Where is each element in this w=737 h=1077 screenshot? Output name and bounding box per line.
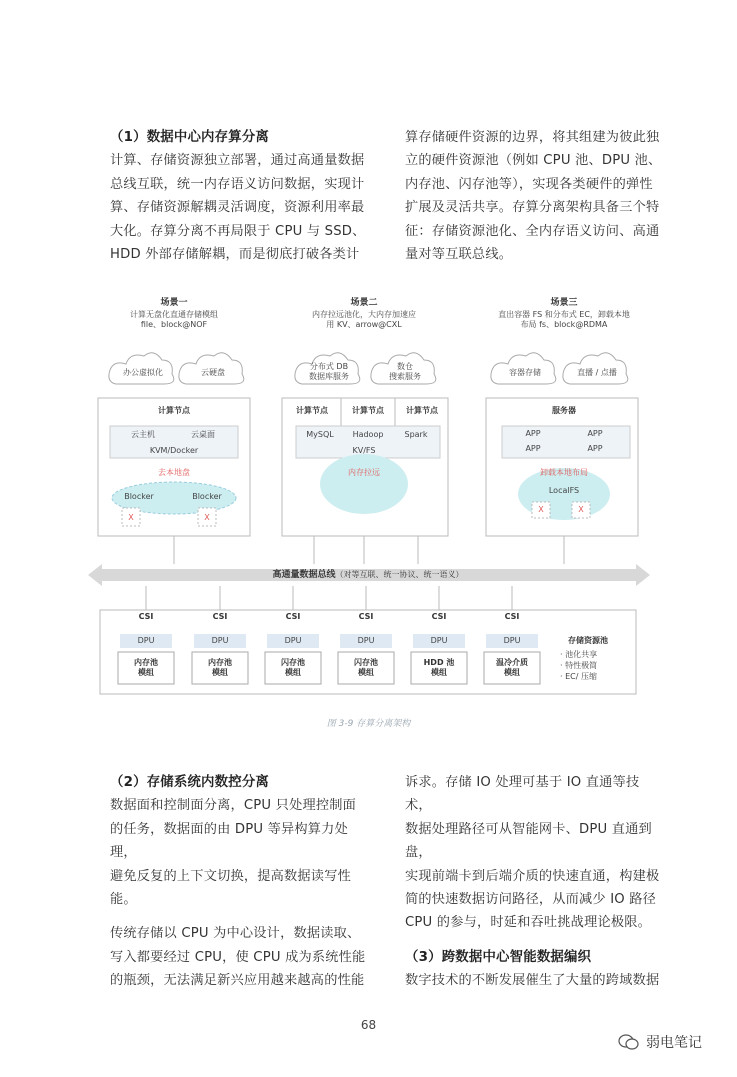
- pool-label: 卸载本地布局: [540, 468, 588, 477]
- text-line: 数字技术的不断发展催生了大量的跨域数据: [405, 973, 660, 989]
- dpu-label: DPU: [211, 636, 229, 645]
- blocker-label: Blocker: [124, 492, 154, 501]
- cloud-label: 直播 / 点播: [577, 368, 617, 377]
- watermark-text: 弱电笔记: [646, 1035, 702, 1051]
- section-heading-1: （1）数据中心内存算分离: [110, 130, 270, 145]
- text-line: 简的快速数据访问路径，从而减少 IO 路径: [405, 892, 657, 908]
- scene3-desc: 布局 fs、block@RDMA: [520, 320, 608, 329]
- wechat-icon: [618, 1033, 640, 1051]
- cross-mark: X: [204, 513, 210, 522]
- text-line: 数据处理路径可从智能网卡、DPU 直通到盘，: [405, 821, 652, 861]
- scene1-node-box: [98, 398, 250, 536]
- dpu-label: DPU: [430, 636, 448, 645]
- scene2-node-title: 计算节点: [352, 406, 384, 415]
- text-line: 算存储硬件资源的边界，将其组建为彼此独: [405, 130, 660, 145]
- bus-title: 高通量数据总线: [272, 570, 336, 580]
- pool-feature: · EC/ 压缩: [560, 672, 597, 681]
- cross-mark: X: [128, 513, 134, 522]
- text-line: 写入都要经过 CPU，使 CPU 成为系统性能: [110, 949, 366, 965]
- cloud-label: 办公虚拟化: [123, 368, 163, 377]
- dpu-label: DPU: [357, 636, 375, 645]
- csi-label: CSI: [358, 612, 374, 621]
- text-line: 内存池、闪存池等），实现各类硬件的弹性: [405, 176, 653, 192]
- text-line: 扩展及灵活共享。存算分离架构具备三个特: [405, 200, 660, 216]
- scene1-title: 场景一: [160, 298, 188, 308]
- text-line: 计算、存储资源独立部署，通过高通量数据: [110, 153, 365, 169]
- scene2-node-title: 计算节点: [406, 406, 438, 415]
- module-label: 内存池 模组: [208, 658, 232, 677]
- pool-feature: · 池化共享: [560, 650, 598, 659]
- scene3-title: 场景三: [550, 298, 578, 308]
- app-label: 云桌面: [191, 430, 215, 439]
- pool-feature: · 特性极简: [560, 661, 598, 670]
- text-line: 避免反复的上下文切换，提高数据读写性能。: [110, 868, 351, 908]
- text-line: 总线互联，统一内存语义访问数据，实现计: [110, 176, 365, 192]
- module-label: 内存池 模组: [134, 658, 158, 677]
- csi-label: CSI: [285, 612, 301, 621]
- bus-label: [228, 570, 508, 580]
- layer-label: KVM/Docker: [149, 446, 199, 455]
- scene1-desc: 计算无盘化直通存储模组: [130, 310, 218, 319]
- right-top-column: [405, 126, 665, 266]
- blocker-label: Blocker: [192, 492, 222, 501]
- scene3-node-title: 服务器: [552, 406, 576, 415]
- text-line: 量对等互联总线。: [405, 247, 513, 263]
- app-label: APP: [587, 429, 603, 438]
- text-line: 征：存储资源池化、全内存语义访问、高通: [405, 223, 660, 239]
- cross-mark: X: [538, 505, 544, 514]
- csi-label: CSI: [504, 612, 520, 621]
- text-line: 数据面和控制面分离，CPU 只处理控制面: [110, 798, 357, 814]
- pool-label: 内存拉远: [348, 468, 380, 477]
- text-line: 的瓶颈，无法满足新兴应用越来越高的性能: [110, 973, 365, 989]
- scene3-desc: 直出容器 FS 和分布式 EC，卸载本地: [498, 310, 630, 319]
- cross-mark: X: [578, 505, 584, 514]
- pool-title: 存储资源池: [568, 636, 608, 645]
- layer-label: KV/FS: [352, 446, 376, 455]
- app-label: Hadoop: [352, 430, 384, 439]
- dpu-label: DPU: [137, 636, 155, 645]
- watermark: [618, 1032, 702, 1052]
- scene1-desc: file、block@NOF: [140, 320, 208, 329]
- app-label: APP: [587, 444, 603, 453]
- module-label: HDD 池 模组: [423, 658, 455, 677]
- app-label: APP: [525, 444, 541, 453]
- storage-compute-separation-diagram: [88, 288, 650, 708]
- right-bottom-column: [405, 771, 665, 993]
- scene2-desc: 用 KV、arrow@CXL: [326, 320, 402, 329]
- text-line: CPU 的参与，时延和吞吐挑战理论极限。: [405, 915, 652, 931]
- module-label: 温冷介质 模组: [496, 658, 528, 677]
- cloud-label: 数仓 搜索服务: [389, 362, 421, 381]
- scene2-node-title: 计算节点: [296, 406, 328, 415]
- scene2-memory-pool: [320, 454, 408, 514]
- app-label: APP: [525, 429, 541, 438]
- left-bottom-column: [110, 771, 370, 993]
- left-top-column: [110, 126, 370, 266]
- app-label: MySQL: [306, 430, 334, 439]
- dpu-label: DPU: [503, 636, 521, 645]
- cloud-label: 云硬盘: [201, 368, 225, 377]
- app-label: Spark: [404, 430, 428, 439]
- page-number: 68: [360, 1018, 377, 1032]
- csi-label: CSI: [138, 612, 154, 621]
- text-line: 实现前端卡到后端介质的快速直通，构建极: [405, 868, 660, 884]
- csi-label: CSI: [212, 612, 228, 621]
- scene1-node-title: 计算节点: [158, 406, 190, 415]
- figure-caption: 图 3-9 存算分离架构: [326, 719, 411, 729]
- module-label: 闪存池 模组: [281, 658, 305, 677]
- app-label: 云主机: [131, 430, 155, 439]
- section-heading-3: （3）跨数据中心智能数据编织: [405, 949, 592, 965]
- dpu-label: DPU: [284, 636, 302, 645]
- text-line: HDD 外部存储解耦，而是彻底打破各类计: [110, 247, 360, 263]
- text-line: 诉求。存储 IO 处理可基于 IO 直通等技术，: [405, 775, 640, 814]
- text-line: 大化。存算分离不再局限于 CPU 与 SSD、: [110, 223, 366, 239]
- localfs-label: LocalFS: [548, 486, 580, 495]
- bus-subtitle: （对等互联、统一协议、统一语义）: [335, 570, 464, 579]
- cloud-label: 分布式 DB 数据库服务: [309, 362, 349, 381]
- section-heading-2: （2）存储系统内数控分离: [110, 775, 270, 790]
- scene2-desc: 内存拉远池化，大内存加速应: [312, 310, 416, 319]
- pool-label: 去本地盘: [158, 468, 190, 477]
- scene2-title: 场景二: [350, 298, 378, 308]
- cloud-label: 容器存储: [509, 368, 541, 377]
- text-line: 传统存储以 CPU 为中心设计，数据读取、: [110, 926, 361, 942]
- text-line: 算、存储资源解耦灵活调度，资源利用率最: [110, 200, 365, 216]
- csi-label: CSI: [431, 612, 447, 621]
- text-line: 的任务，数据面的由 DPU 等异构算力处理，: [110, 821, 348, 861]
- module-label: 闪存池 模组: [354, 658, 378, 677]
- text-line: 立的硬件资源池（例如 CPU 池、DPU 池、: [405, 153, 662, 169]
